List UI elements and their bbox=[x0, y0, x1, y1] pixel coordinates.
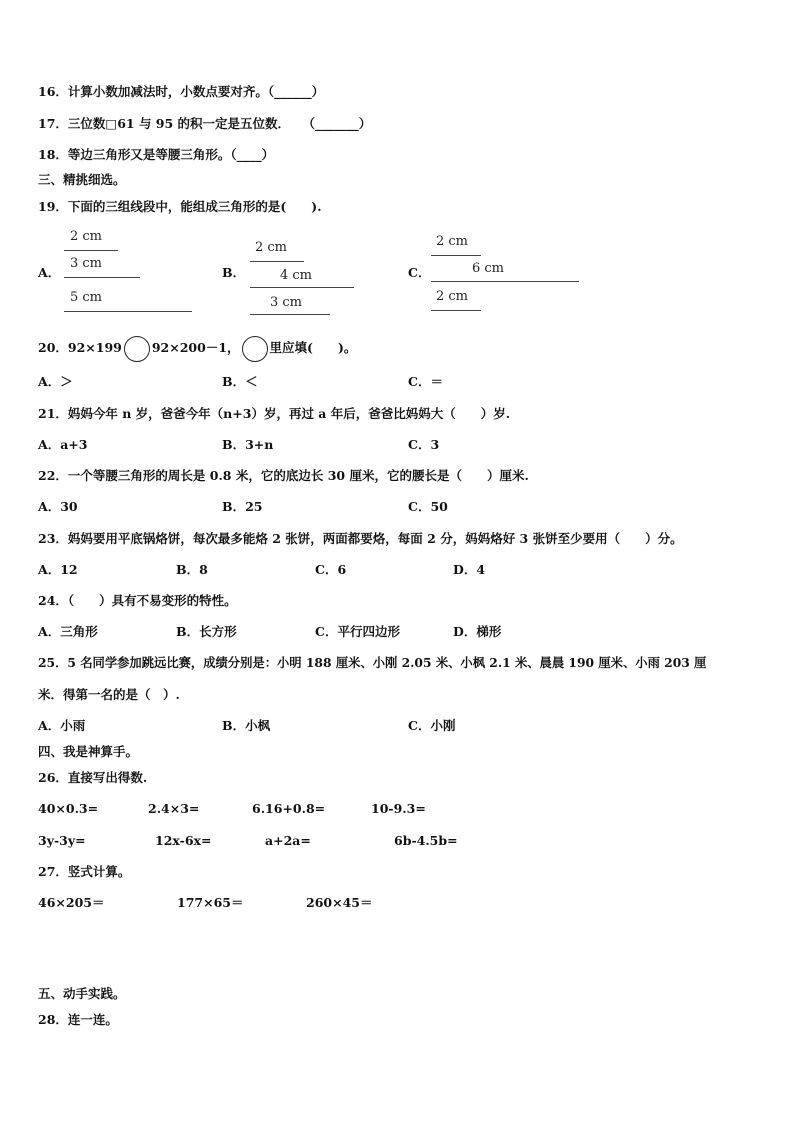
q19-a-segment-3-label: 5 cm bbox=[70, 290, 103, 305]
q22-option-c: C．50 bbox=[408, 499, 448, 514]
q20-answer-circle-2 bbox=[242, 336, 268, 362]
q19-b-segment-1 bbox=[250, 261, 304, 262]
q22-option-a: A．30 bbox=[38, 499, 78, 514]
q19-c-segment-1 bbox=[431, 255, 481, 256]
q19-c-segment-1-label: 2 cm bbox=[436, 234, 469, 249]
q24-option-d: D．梯形 bbox=[453, 624, 502, 639]
q23-option-c: C．6 bbox=[315, 562, 347, 577]
q21-option-b: B．3+n bbox=[222, 437, 274, 452]
question-24-stem: 24．（ ）具有不易变形的特性。 bbox=[38, 593, 237, 608]
question-28-stem: 28．连一连。 bbox=[38, 1012, 118, 1027]
q20-option-a: A．＞ bbox=[38, 374, 73, 389]
q26-item: 10-9.3= bbox=[371, 801, 426, 816]
q20-right-expression: 92×200－1， bbox=[151, 340, 240, 355]
question-23-stem: 23．妈妈要用平底锅烙饼，每次最多能烙 2 张饼，两面都要烙，每面 2 分，妈妈烙好 3 张饼至少要用（ ）分。 bbox=[38, 531, 683, 546]
q19-option-c-label: C． bbox=[408, 265, 431, 280]
q20-option-b: B．＜ bbox=[222, 374, 258, 389]
q26-item: 6b-4.5b= bbox=[394, 833, 458, 848]
question-25-stem-line-2: 米．得第一名的是（ ）. bbox=[38, 687, 180, 702]
question-16: 16．计算小数加减法时，小数点要对齐。（______） bbox=[38, 84, 325, 99]
section-4-heading: 四、我是神算手。 bbox=[38, 744, 139, 759]
q19-b-segment-2-label: 4 cm bbox=[280, 268, 313, 283]
q26-item: a+2a= bbox=[265, 833, 311, 848]
q20-left-expression: 20．92×199 bbox=[38, 340, 122, 355]
q19-a-segment-1-label: 2 cm bbox=[70, 229, 103, 244]
q19-b-segment-1-label: 2 cm bbox=[255, 240, 288, 255]
q27-item: 177×65＝ bbox=[177, 895, 244, 910]
q19-c-segment-3 bbox=[431, 310, 481, 311]
q19-b-segment-2 bbox=[250, 287, 354, 288]
q25-option-a: A．小雨 bbox=[38, 718, 86, 733]
q24-option-a: A．三角形 bbox=[38, 624, 98, 639]
q19-a-segment-2 bbox=[64, 277, 140, 278]
q25-option-c: C．小刚 bbox=[408, 718, 456, 733]
question-19-stem: 19．下面的三组线段中，能组成三角形的是( ). bbox=[38, 199, 322, 214]
q19-a-segment-2-label: 3 cm bbox=[70, 256, 103, 271]
section-5-heading: 五、动手实践。 bbox=[38, 986, 126, 1001]
q23-option-d: D．4 bbox=[453, 562, 486, 577]
q27-item: 46×205＝ bbox=[38, 895, 105, 910]
q19-option-b-label: B． bbox=[222, 265, 246, 280]
q19-a-segment-3 bbox=[64, 311, 192, 312]
q23-option-a: A．12 bbox=[38, 562, 78, 577]
q21-option-c: C．3 bbox=[408, 437, 440, 452]
q26-item: 40×0.3= bbox=[38, 801, 99, 816]
q26-item: 6.16+0.8= bbox=[252, 801, 326, 816]
q20-answer-circle-1 bbox=[124, 336, 150, 362]
q19-c-segment-2 bbox=[431, 281, 579, 282]
question-20-stem bbox=[38, 335, 356, 362]
question-17: 17．三位数□61 与 95 的积一定是五位数． （_______） bbox=[38, 116, 372, 131]
q19-c-segment-3-label: 2 cm bbox=[436, 289, 469, 304]
q27-item: 260×45＝ bbox=[306, 895, 373, 910]
question-18: 18．等边三角形又是等腰三角形。（____） bbox=[38, 147, 275, 162]
question-27-stem: 27．竖式计算。 bbox=[38, 864, 131, 879]
q26-item: 12x-6x= bbox=[155, 833, 212, 848]
q24-option-b: B．长方形 bbox=[176, 624, 237, 639]
q20-stem-tail: 里应填( )。 bbox=[269, 340, 357, 355]
q21-option-a: A．a+3 bbox=[38, 437, 88, 452]
question-26-stem: 26．直接写出得数. bbox=[38, 770, 148, 785]
q26-item: 3y-3y= bbox=[38, 833, 86, 848]
q26-item: 2.4×3= bbox=[148, 801, 200, 816]
question-25-stem-line-1: 25．5 名同学参加跳远比赛，成绩分别是：小明 188 厘米、小刚 2.05 米、小枫 2.1 米、晨晨 190 厘米、小雨 203 厘 bbox=[38, 655, 707, 670]
q22-option-b: B．25 bbox=[222, 499, 263, 514]
q19-option-a-label: A． bbox=[38, 265, 61, 280]
question-21-stem: 21．妈妈今年 n 岁，爸爸今年（n+3）岁，再过 a 年后，爸爸比妈妈大（ ）岁. bbox=[38, 406, 511, 421]
question-22-stem: 22．一个等腰三角形的周长是 0.8 米，它的底边长 30 厘米，它的腰长是（ ）厘米. bbox=[38, 468, 529, 483]
q24-option-c: C．平行四边形 bbox=[315, 624, 400, 639]
q25-option-b: B．小枫 bbox=[222, 718, 271, 733]
q19-b-segment-3-label: 3 cm bbox=[270, 295, 303, 310]
q23-option-b: B．8 bbox=[176, 562, 208, 577]
q19-c-segment-2-label: 6 cm bbox=[472, 261, 505, 276]
q20-option-c: C．＝ bbox=[408, 374, 443, 389]
section-3-heading: 三、精挑细选。 bbox=[38, 172, 126, 187]
q19-a-segment-1 bbox=[64, 250, 118, 251]
q19-b-segment-3 bbox=[250, 314, 330, 315]
